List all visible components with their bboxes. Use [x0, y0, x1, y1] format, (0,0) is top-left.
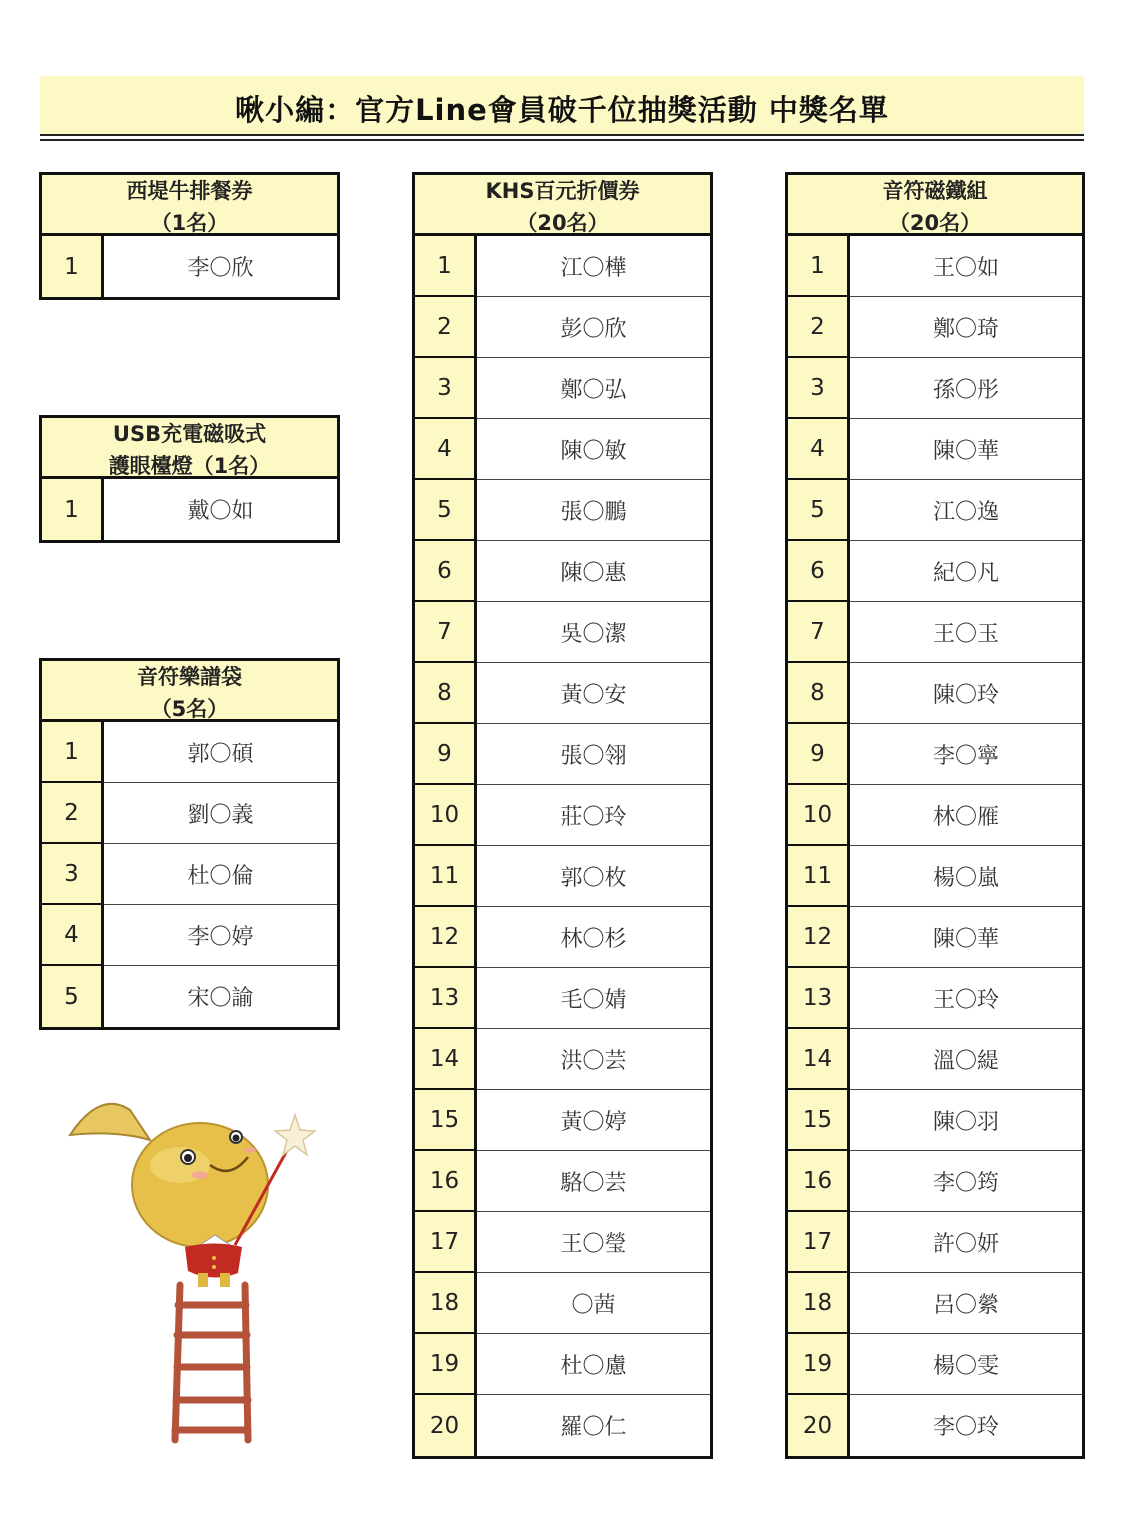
prize-name: KHS百元折價券: [485, 179, 640, 203]
winner-number: 11: [415, 846, 477, 907]
prize-table-steak-voucher: [39, 172, 340, 300]
winner-row: [788, 1334, 1082, 1395]
winner-number: 4: [42, 905, 104, 966]
winner-number: 1: [415, 236, 477, 297]
winner-number: 8: [415, 663, 477, 724]
winner-name: 〇茜: [571, 1292, 616, 1318]
winner-name: 羅〇仁: [560, 1415, 627, 1440]
winner-number: 7: [788, 602, 850, 663]
winner-number: 10: [788, 785, 850, 846]
winner-row: [415, 1334, 710, 1395]
winner-name: 郭〇枚: [560, 865, 627, 891]
winner-name: 黃〇婷: [560, 1109, 627, 1135]
winner-number: 14: [415, 1029, 477, 1090]
winner-number: 9: [788, 724, 850, 785]
winner-number: 5: [788, 480, 850, 541]
winner-row: [415, 846, 710, 907]
winner-row: [42, 966, 337, 1027]
winner-number: 2: [42, 783, 104, 844]
winner-row: [415, 968, 710, 1029]
winner-name: 杜〇慮: [560, 1353, 627, 1379]
winner-number: 5: [415, 480, 477, 541]
winner-name: 王〇玉: [932, 621, 999, 647]
winner-row: [788, 785, 1082, 846]
winner-row: [788, 1212, 1082, 1273]
prize-name: 西堤牛排餐券: [126, 179, 253, 203]
winner-number: 1: [42, 722, 104, 783]
winner-row: [415, 358, 710, 419]
winner-number: 2: [415, 297, 477, 358]
winner-name: 駱〇芸: [560, 1170, 627, 1196]
winner-number: 18: [415, 1273, 477, 1334]
winner-row: [415, 419, 710, 480]
winner-number: 1: [42, 236, 104, 297]
winner-row: [42, 844, 337, 905]
winner-name: 江〇樺: [560, 255, 627, 281]
prize-header: [42, 418, 337, 479]
winner-row: [788, 541, 1082, 602]
winner-row: [42, 905, 337, 966]
winner-name: 林〇杉: [560, 926, 627, 952]
winner-row: [42, 783, 337, 844]
winner-name: 楊〇雯: [932, 1353, 999, 1379]
winner-name: 呂〇縈: [932, 1292, 999, 1318]
winner-name: 鄭〇琦: [932, 316, 999, 342]
winner-name: 洪〇芸: [560, 1048, 627, 1074]
winner-number: 4: [415, 419, 477, 480]
winner-number: 12: [788, 907, 850, 968]
trumpet-mascot-on-ladder-icon: [60, 1095, 330, 1445]
winner-name: 吳〇潔: [560, 621, 627, 647]
winner-number: 11: [788, 846, 850, 907]
winner-name: 黃〇安: [560, 682, 627, 708]
title-rule-top: [40, 134, 1084, 136]
title-banner: [40, 76, 1084, 134]
winner-name: 王〇如: [932, 255, 999, 281]
winner-row: [415, 1151, 710, 1212]
title-rule-bottom: [40, 139, 1084, 141]
winner-row: [788, 1151, 1082, 1212]
winner-name: 彭〇欣: [560, 316, 627, 342]
winner-number: 4: [788, 419, 850, 480]
winner-row: [788, 724, 1082, 785]
winner-name: 杜〇倫: [187, 863, 254, 889]
winner-name: 陳〇華: [932, 438, 999, 464]
winner-number: 15: [788, 1090, 850, 1151]
winner-row: [788, 907, 1082, 968]
winner-name: 江〇逸: [932, 499, 999, 525]
winner-name: 李〇欣: [187, 256, 254, 281]
winner-number: 6: [415, 541, 477, 602]
winner-row: [415, 1090, 710, 1151]
winner-row: [788, 1395, 1082, 1456]
winner-row: [788, 419, 1082, 480]
winner-number: 16: [415, 1151, 477, 1212]
prize-count: （20名）: [516, 211, 609, 235]
prize-name: 音符磁鐵組: [882, 179, 988, 203]
prize-name: 音符樂譜袋: [137, 665, 242, 689]
winner-number: 10: [415, 785, 477, 846]
winner-row: [788, 236, 1082, 297]
prize-count: （1名）: [150, 211, 229, 235]
winner-row: [788, 297, 1082, 358]
winner-name: 李〇玲: [932, 1415, 999, 1440]
winner-name: 陳〇敏: [560, 438, 627, 464]
winner-row: [42, 479, 337, 540]
winner-name: 劉〇義: [187, 802, 254, 828]
winner-number: 7: [415, 602, 477, 663]
prize-header: [415, 175, 710, 236]
page-title: 啾小編：官方Line會員破千位抽獎活動 中獎名單: [235, 93, 889, 127]
winner-row: [415, 785, 710, 846]
winner-name: 陳〇羽: [932, 1109, 999, 1135]
winner-number: 9: [415, 724, 477, 785]
winner-row: [788, 1273, 1082, 1334]
winner-row: [415, 602, 710, 663]
winner-row: [415, 663, 710, 724]
winner-row: [42, 236, 337, 297]
winner-name: 許〇妍: [932, 1231, 999, 1257]
winner-row: [415, 1395, 710, 1456]
winner-row: [42, 722, 337, 783]
winner-number: 1: [42, 479, 104, 540]
winner-number: 17: [415, 1212, 477, 1273]
prize-table-music-bag: [39, 658, 340, 1030]
winner-name: 宋〇諭: [187, 986, 254, 1011]
winner-number: 13: [415, 968, 477, 1029]
winner-name: 戴〇如: [187, 499, 254, 524]
winner-name: 郭〇碩: [187, 741, 254, 767]
winner-number: 15: [415, 1090, 477, 1151]
winner-name: 李〇寧: [932, 743, 999, 769]
winner-row: [788, 846, 1082, 907]
winner-row: [788, 1090, 1082, 1151]
winner-number: 13: [788, 968, 850, 1029]
winner-row: [788, 663, 1082, 724]
winner-row: [415, 297, 710, 358]
winner-name: 陳〇惠: [560, 560, 627, 586]
winner-name: 孫〇彤: [932, 377, 999, 403]
winner-number: 16: [788, 1151, 850, 1212]
winner-number: 20: [415, 1395, 477, 1456]
winner-number: 1: [788, 236, 850, 297]
winner-name: 鄭〇弘: [560, 377, 627, 403]
winner-row: [415, 236, 710, 297]
winner-number: 2: [788, 297, 850, 358]
winner-number: 19: [788, 1334, 850, 1395]
winner-name: 李〇筠: [932, 1170, 999, 1196]
prize-header: [42, 661, 337, 722]
winner-name: 王〇玲: [932, 987, 999, 1013]
winner-name: 楊〇嵐: [932, 865, 999, 891]
winner-number: 12: [415, 907, 477, 968]
winner-row: [415, 541, 710, 602]
prize-table-magnet-set: [785, 172, 1085, 1459]
winner-row: [788, 968, 1082, 1029]
prize-name: USB充電磁吸式: [112, 422, 267, 446]
winner-number: 8: [788, 663, 850, 724]
winner-row: [415, 724, 710, 785]
prize-count: （5名）: [150, 697, 229, 721]
prize-name-line2: 護眼檯燈（1名）: [108, 454, 271, 478]
winner-number: 19: [415, 1334, 477, 1395]
winner-name: 李〇婷: [187, 924, 254, 950]
winner-row: [788, 358, 1082, 419]
prize-count: （20名）: [888, 211, 982, 235]
winner-row: [788, 602, 1082, 663]
winner-number: 20: [788, 1395, 850, 1456]
winner-number: 6: [788, 541, 850, 602]
winner-row: [788, 1029, 1082, 1090]
winner-row: [415, 1273, 710, 1334]
winner-name: 王〇瑩: [560, 1231, 627, 1257]
winner-number: 17: [788, 1212, 850, 1273]
winner-number: 18: [788, 1273, 850, 1334]
winner-number: 3: [788, 358, 850, 419]
winner-row: [788, 480, 1082, 541]
winner-name: 溫〇緹: [932, 1048, 999, 1074]
winner-row: [415, 1212, 710, 1273]
winner-number: 5: [42, 966, 104, 1027]
winner-name: 毛〇婧: [560, 987, 627, 1013]
winner-name: 林〇雁: [932, 804, 999, 830]
prize-header: [42, 175, 337, 236]
winner-number: 3: [415, 358, 477, 419]
winner-row: [415, 1029, 710, 1090]
prize-table-khs-voucher: [412, 172, 713, 1459]
winner-name: 莊〇玲: [560, 804, 627, 830]
prize-header: [788, 175, 1082, 236]
winner-row: [415, 907, 710, 968]
winner-number: 3: [42, 844, 104, 905]
winner-name: 陳〇華: [932, 926, 999, 952]
winner-row: [415, 480, 710, 541]
winner-name: 張〇鵬: [560, 499, 627, 525]
winner-name: 張〇翎: [560, 743, 627, 769]
winner-name: 紀〇凡: [932, 560, 999, 586]
winner-number: 14: [788, 1029, 850, 1090]
prize-table-usb-lamp: [39, 415, 340, 543]
winner-name: 陳〇玲: [932, 682, 999, 708]
